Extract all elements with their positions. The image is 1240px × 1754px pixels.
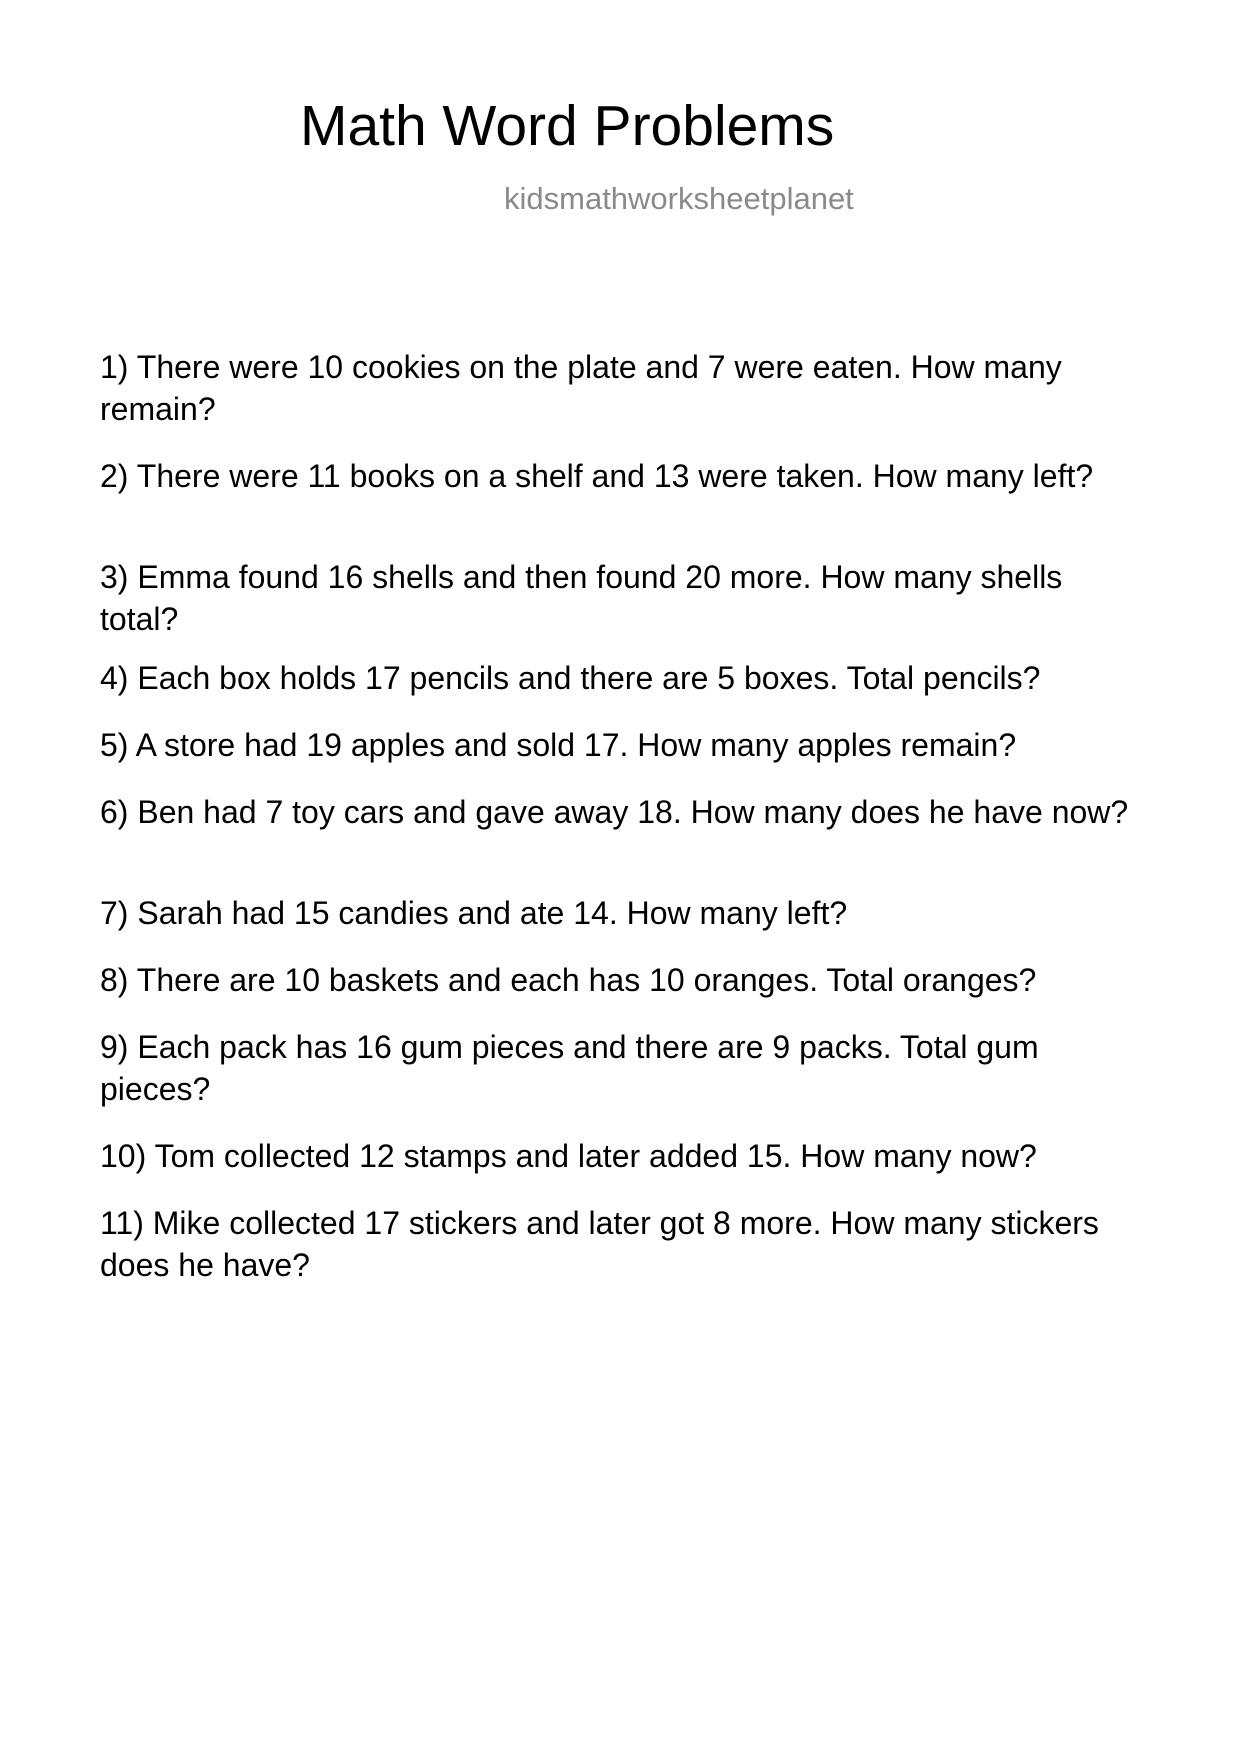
problem-9: 9) Each pack has 16 gum pieces and there are 9 packs. Total gum pieces?	[100, 1029, 1039, 1107]
site-credit: kidsmathworksheetplanet	[504, 181, 854, 216]
problem-8: 8) There are 10 baskets and each has 10 oranges. Total oranges?	[100, 962, 1037, 998]
problem-5: 5) A store had 19 apples and sold 17. How many apples remain?	[100, 727, 1017, 763]
problem-3: 3) Emma found 16 shells and then found 20 more. How many shells total?	[100, 559, 1063, 637]
problem-1: 1) There were 10 cookies on the plate and 7 were eaten. How many remain?	[100, 349, 1062, 427]
problem-4: 4) Each box holds 17 pencils and there are 5 boxes. Total pencils?	[100, 660, 1041, 696]
problem-6: 6) Ben had 7 toy cars and gave away 18. How many does he have now?	[100, 794, 1129, 830]
problem-10: 10) Tom collected 12 stamps and later added 15. How many now?	[100, 1138, 1037, 1174]
problem-2: 2) There were 11 books on a shelf and 13 were taken. How many left?	[100, 458, 1094, 494]
page-title: Math Word Problems	[300, 94, 835, 158]
problem-11: 11) Mike collected 17 stickers and later got 8 more. How many stickers does he have?	[100, 1205, 1099, 1283]
problem-7: 7) Sarah had 15 candies and ate 14. How many left?	[100, 895, 848, 931]
